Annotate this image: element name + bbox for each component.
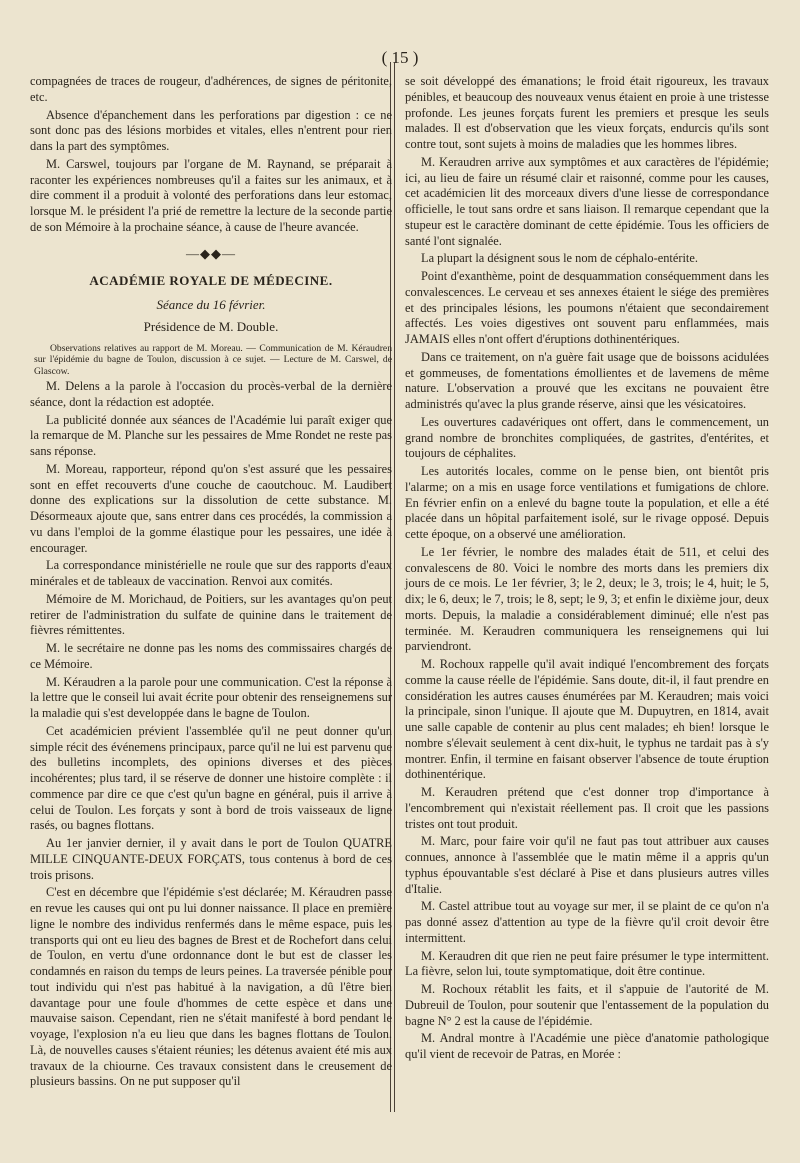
left-column bbox=[30, 74, 392, 1092]
paragraph: M. Keraudren dit que rien ne peut faire présumer le type intermittent. La fièvre, selon lui, toute symptomatique, doit être continue. bbox=[405, 948, 769, 979]
paragraph: M. Moreau, rapporteur, répond qu'on s'est assuré que les pessaires sont en effet recouverts d'une couche de caoutchouc. M. Laudibert donne des explications sur la dissolution de cette substance. M. Désormeaux ajoute que, sans entrer dans ces procédés, la commission a vu dans l'emploi de la gomme élastique pour les pessaires, une idée à encourager. bbox=[30, 461, 392, 555]
paragraph: Les ouvertures cadavériques ont offert, dans le commencement, un grand nombre de bronchites compliquées, de gastrites, d'entérites, et toujours de céphalites. bbox=[405, 414, 769, 461]
paragraph: M. Delens a la parole à l'occasion du procès-verbal de la dernière séance, dont la rédaction est adoptée. bbox=[30, 379, 392, 409]
paragraph: Les autorités locales, comme on le pense bien, ont bientôt pris l'alarme; on a mis en usage force ventilations et fumigations de chlore. En février enfin on a enlevé du bagne toute la population, et elle a été placée dans un hôpital parfaitement isolé, sur le rivage opposé. Depuis cette époque, on a observé une amélioration. bbox=[405, 464, 769, 541]
paragraph: La correspondance ministérielle ne roule que sur des rapports d'eaux minérales et de tableaux de vaccination. Renvoi aux comités. bbox=[30, 558, 392, 588]
paragraph: compagnées de traces de rougeur, d'adhérences, de signes de péritonite, etc. bbox=[30, 74, 392, 104]
paragraph: M. Rochoux rétablit les faits, et il s'appuie de l'autorité de M. Dubreuil de Toulon, pour soutenir que l'entassement de la population du bagne N° 2 est la cause de l'épidémie. bbox=[405, 982, 769, 1028]
paragraph: se soit développé des émanations; le froid était rigoureux, les travaux pénibles, et beaucoup des nouveaux venus étaient en proie à une tristesse profonde. Les jeunes forçats furent les premiers et presque les seuls malades. Il est d'observation que les vieux forçats, endurcis qu'ils sont contre tout, sont sujets à moins de maladies que les hommes libres. bbox=[405, 74, 769, 151]
paragraph: Cet académicien prévient l'assemblée qu'il ne peut donner qu'un simple récit des événemens principaux, parce qu'il ne lui est parvenu que des bulletins incomplets, des opinions diverses et des pièces incohérentes; plus tard, il se réserve de donner une histoire complète : il commence par dire ce que c'est qu'un bagne en général, puis il arrive à celui de Toulon. Les forçats y sont à bord de trois vaisseaux de ligne rasés, ou bagnes flottans. bbox=[30, 723, 392, 833]
paragraph: M. Marc, pour faire voir qu'il ne faut pas tout attribuer aux causes connues, annonce à l'assemblée que le matin même il a appris qu'un typhus épouvantable s'est déclaré à Pise et dans plusieurs autres villes d'Italie. bbox=[405, 834, 769, 896]
paragraph: M. Kéraudren a la parole pour une communication. C'est la réponse à la lettre que le conseil lui avait écrite pour obtenir des renseignemens sur la maladie qui s'est developpée dans le bagne de Toulon. bbox=[30, 674, 392, 720]
presidency-line: Présidence de M. Double. bbox=[143, 318, 279, 334]
paragraph: M. Carswel, toujours par l'organe de M. Raynand, se préparait à raconter les expériences nombreuses qu'il a faites sur les animaux, et à dire comment il a produit à volonté des perforations dans leur estomac, lorsque M. le président l'a prié de remettre la lecture de la seconde partie de son Mémoire à la prochaine séance, à cause de l'heure avancée. bbox=[30, 156, 392, 234]
section-heading: ACADÉMIE ROYALE DE MÉDECINE. bbox=[89, 273, 333, 289]
right-column bbox=[405, 74, 769, 1065]
paragraph: La publicité donnée aux séances de l'Académie lui paraît exiger que la remarque de M. Planche sur les pessaires de Mme Rondet ne reste pas sans réponse. bbox=[30, 412, 392, 458]
paragraph: Point d'exanthème, point de desquammation conséquemment dans les convalescences. Le cerveau et ses annexes étaient le siége des premières et des principales lésions, les poumons n'étaient que secondairement affectés. Les voies digestives ont souvent paru enflammées, mais JAMAIS elles n'ont offert d'éruptions dothinentériques. bbox=[405, 269, 769, 346]
paragraph: Au 1er janvier dernier, il y avait dans le port de Toulon QUATRE MILLE CINQUANTE-DEUX FORÇATS, tous contenus à bord de ces trois prisons. bbox=[30, 836, 392, 882]
paragraph: La plupart la désignent sous le nom de céphalo-entérite. bbox=[421, 251, 698, 266]
page-number: ( 15 ) bbox=[381, 48, 419, 67]
session-summary: Observations relatives au rapport de M. Moreau. — Communication de M. Kéraudren sur l'épidémie du bagne de Toulon, discussion à ce sujet. — Lecture de M. Carswel, de Glascow. bbox=[34, 342, 392, 377]
paragraph: Mémoire de M. Morichaud, de Poitiers, sur les avantages qu'on peut retirer de l'administration du sulfate de quinine dans le traitement de fièvres rémittentes. bbox=[30, 591, 392, 638]
paragraph: M. le secrétaire ne donne pas les noms des commissaires chargés de ce Mémoire. bbox=[30, 641, 392, 671]
section-ornament: —◆◆— bbox=[186, 245, 236, 261]
paragraph: Le 1er février, le nombre des malades était de 511, et celui des convalescens de 80. Voici le nombre des morts dans les premiers dix jours de ce mois. Le 1er février, 3; le 2, deux; le 3, trois; le 4, huit; le 5, dix; le 6, deux; le 7, trois; le 8, sept; le 9, 3; et enfin le dixième jour, deux morts. Depuis, la maladie a considérablement diminué; elle n'est pas terminée. M. Keraudren communiquera les renseignemens qui lui parviendront. bbox=[405, 544, 769, 654]
paragraph: M. Rochoux rappelle qu'il avait indiqué l'encombrement des forçats comme la cause réelle de l'épidémie. Sans doute, dit-il, il faut prendre en considération les autres causes énumérées par M. Keraudren; mais voici la principale, sinon l'unique. Il ajoute que M. Dupuytren, en 1814, avait une salle capable de contenir au plus cent malades; eh bien! lorsque le nombre s'élevait seulement à cent dix-huit, le typhus ne tardait pas à s'y montrer. Enfin, il termine en faisant observer l'absence de toute éruption dothinentérique. bbox=[405, 657, 769, 782]
paragraph: M. Keraudren prétend que c'est donner trop d'importance à l'encombrement qui n'existait réellement pas. Il croit que les passions tristes ont tout produit. bbox=[405, 785, 769, 831]
paragraph: M. Andral montre à l'Académie une pièce d'anatomie pathologique qu'il vient de recevoir de Patras, en Morée : bbox=[405, 1031, 769, 1061]
paragraph: C'est en décembre que l'épidémie s'est déclarée; M. Kéraudren passe en revue les causes qui ont pu lui donner naissance. Il place en première ligne le nombre des individus renfermés dans le même espace, puis les transports qui ont eu lieu des bagnes de Brest et de Rochefort dans celui de Toulon, en vertu d'une ordonnance dont le but est de classer les condamnés en raison du temps de leurs peines. La traversée pénible pour tout individu qui n'est pas habitué à la navigation, a dû l'être bien davantage pour une foule d'hommes de cette espèce et dans une mauvaise saison. Cependant, rien ne s'était manifesté à bord pendant le voyage, l'explosion n'a eu lieu que dans les bagnes flottans de Toulon. Là, de nouvelles causes s'étaient réunies; les détenus avaient été mis aux travaux de la chiourne. Ces travaux consistent dans le creusement de plusieurs bassins. On ne put supposer qu'il bbox=[30, 885, 392, 1089]
paragraph: M. Castel attribue tout au voyage sur mer, il se plaint de ce qu'on n'a pas donné assez d'attention au type de la fièvre qu'il croit devoir être intermittent. bbox=[405, 899, 769, 945]
paragraph: Absence d'épanchement dans les perforations par digestion : ce ne sont donc pas des lésions morbides et vitales, elles n'entrent pour rien dans la part des symptômes. bbox=[30, 107, 392, 153]
paragraph: Dans ce traitement, on n'a guère fait usage que de boissons acidulées et gommeuses, de fomentations émollientes et de lavemens de même nature. L'observation a prouvé que les excitans ne pouvaient être administrés qu'avec la plus grande réserve, ainsi que les vésicatoires. bbox=[405, 349, 769, 411]
session-date: Séance du 16 février. bbox=[156, 297, 266, 312]
paragraph: M. Keraudren arrive aux symptômes et aux caractères de l'épidémie; ici, au lieu de faire un résumé clair et raisonné, comme pour les causes, cet académicien lit des morceaux divers d'une liesse de correspondance officielle, le tout sans ordre et sans liaison. Il remarque cependant que la stupeur est le caractère dominant de cette épidémie. Tous les officiers de santé l'ont signalée. bbox=[405, 154, 769, 248]
